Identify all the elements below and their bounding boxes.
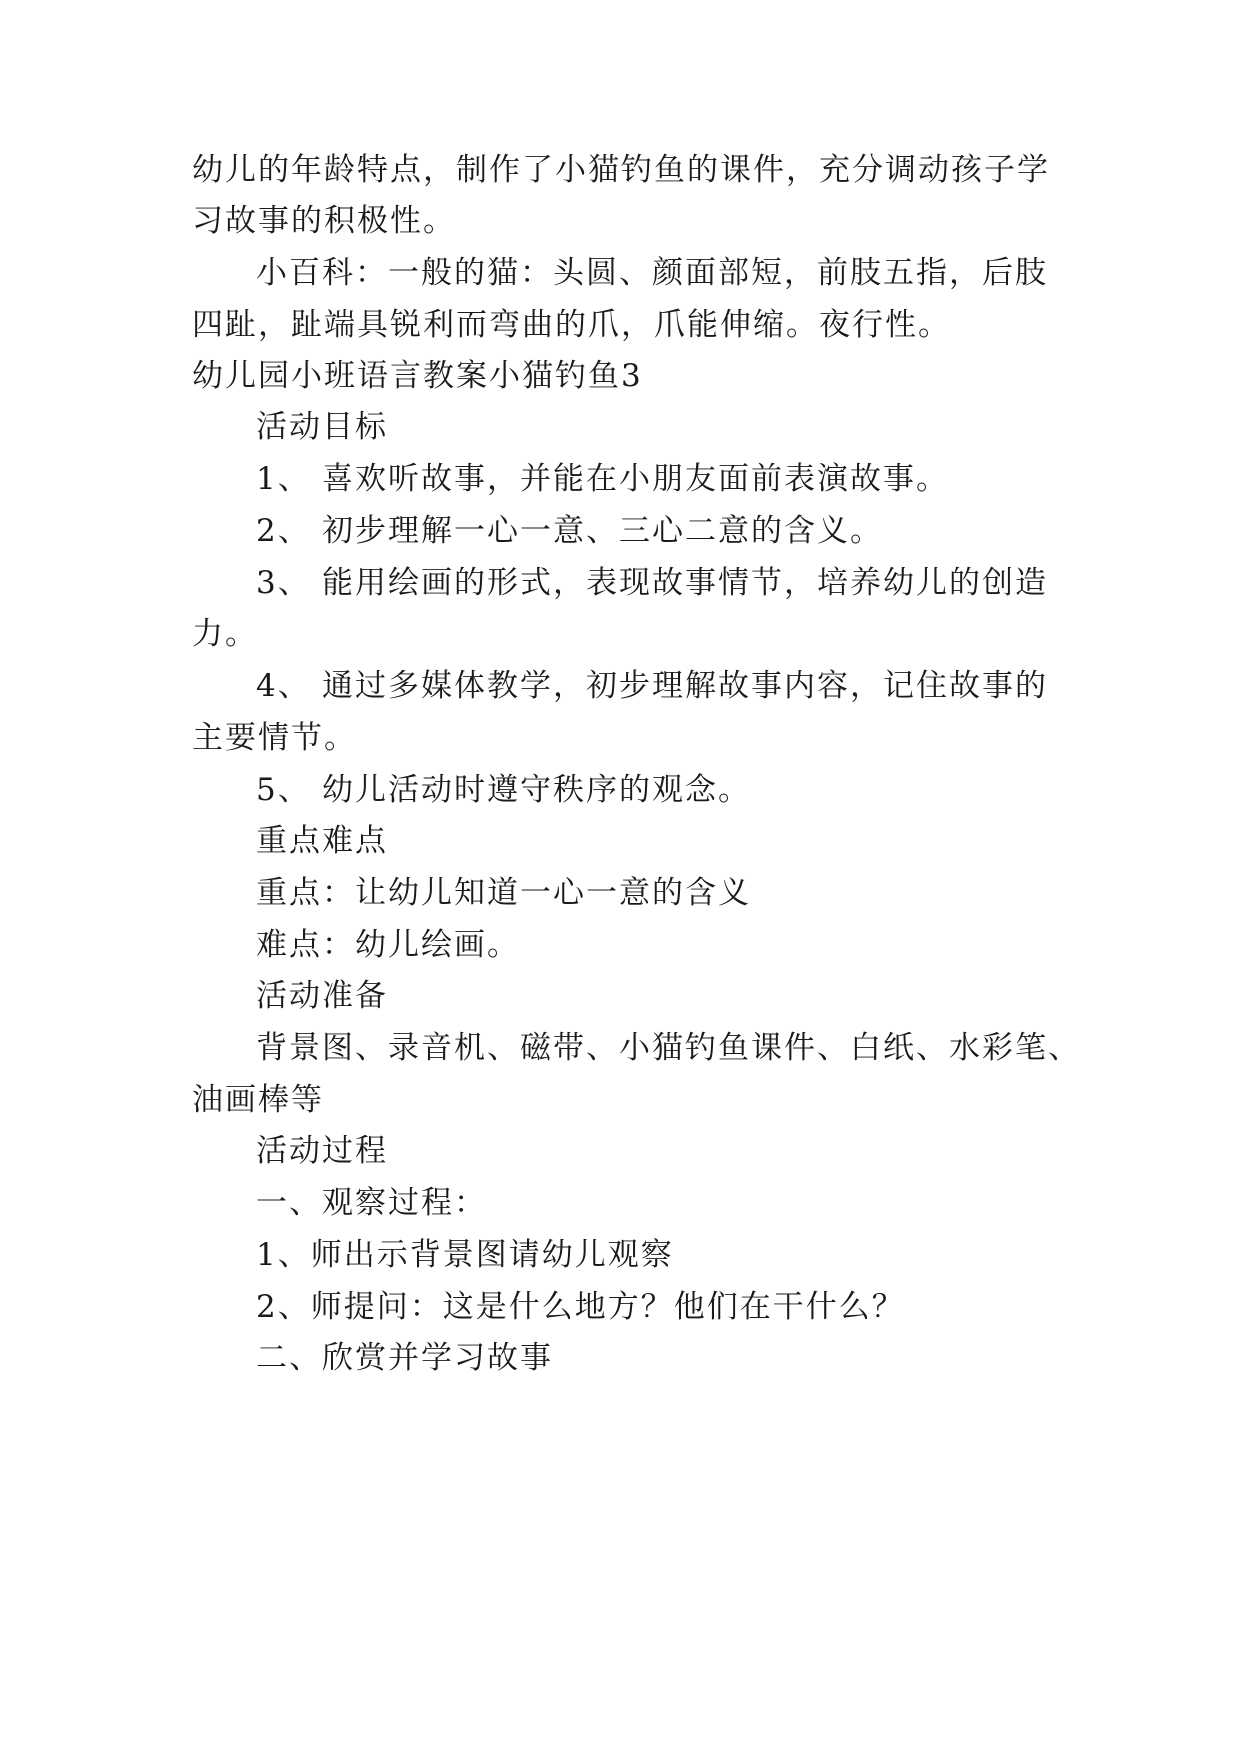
difficulty: 难点：幼儿绘画。 — [256, 927, 520, 963]
goal-number: 5、 — [256, 772, 311, 808]
heading-preparation: 活动准备 — [256, 978, 388, 1014]
goal-item-5 — [256, 770, 751, 810]
heading-process: 活动过程 — [256, 1133, 388, 1169]
goal-number: 2、 — [256, 513, 311, 549]
section-title: 幼儿园小班语言教案小猫钓鱼3 — [192, 358, 643, 394]
goal-number: 3、 — [256, 565, 311, 601]
paragraph-line: 习故事的积极性。 — [192, 203, 456, 239]
goal-text: 幼儿活动时遵守秩序的观念。 — [322, 772, 751, 808]
step-item: 2、师提问：这是什么地方？他们在干什么？ — [256, 1289, 905, 1325]
goal-item-1 — [256, 459, 949, 499]
preparation-line: 油画棒等 — [192, 1082, 324, 1118]
heading-key-points: 重点难点 — [256, 823, 388, 859]
step-item: 1、师出示背景图请幼儿观察 — [256, 1237, 674, 1273]
step-heading: 二、欣赏并学习故事 — [256, 1340, 553, 1376]
paragraph-line: 小百科：一般的猫：头圆、颜面部短，前肢五指，后肢 — [256, 255, 1048, 291]
paragraph-line: 四趾，趾端具锐利而弯曲的爪，爪能伸缩。夜行性。 — [192, 307, 951, 343]
goal-number: 4、 — [256, 668, 311, 704]
goal-text: 喜欢听故事，并能在小朋友面前表演故事。 — [322, 461, 949, 497]
heading-goals: 活动目标 — [256, 409, 388, 445]
goal-text: 通过多媒体教学，初步理解故事内容，记住故事的 — [322, 668, 1048, 704]
goal-item-3 — [256, 563, 1048, 603]
goal-text-continued: 主要情节。 — [192, 720, 357, 756]
goal-text: 初步理解一心一意、三心二意的含义。 — [322, 513, 883, 549]
key-point: 重点：让幼儿知道一心一意的含义 — [256, 875, 751, 911]
paragraph-line: 幼儿的年龄特点，制作了小猫钓鱼的课件，充分调动孩子学 — [192, 152, 1050, 188]
goal-item-4 — [256, 666, 1048, 706]
goal-text: 能用绘画的形式，表现故事情节，培养幼儿的创造 — [322, 565, 1048, 601]
goal-number: 1、 — [256, 461, 311, 497]
goal-text-continued: 力。 — [192, 616, 258, 652]
preparation-line: 背景图、录音机、磁带、小猫钓鱼课件、白纸、水彩笔、 — [256, 1030, 1081, 1066]
goal-item-2 — [256, 511, 883, 551]
step-heading: 一、观察过程： — [256, 1185, 487, 1221]
